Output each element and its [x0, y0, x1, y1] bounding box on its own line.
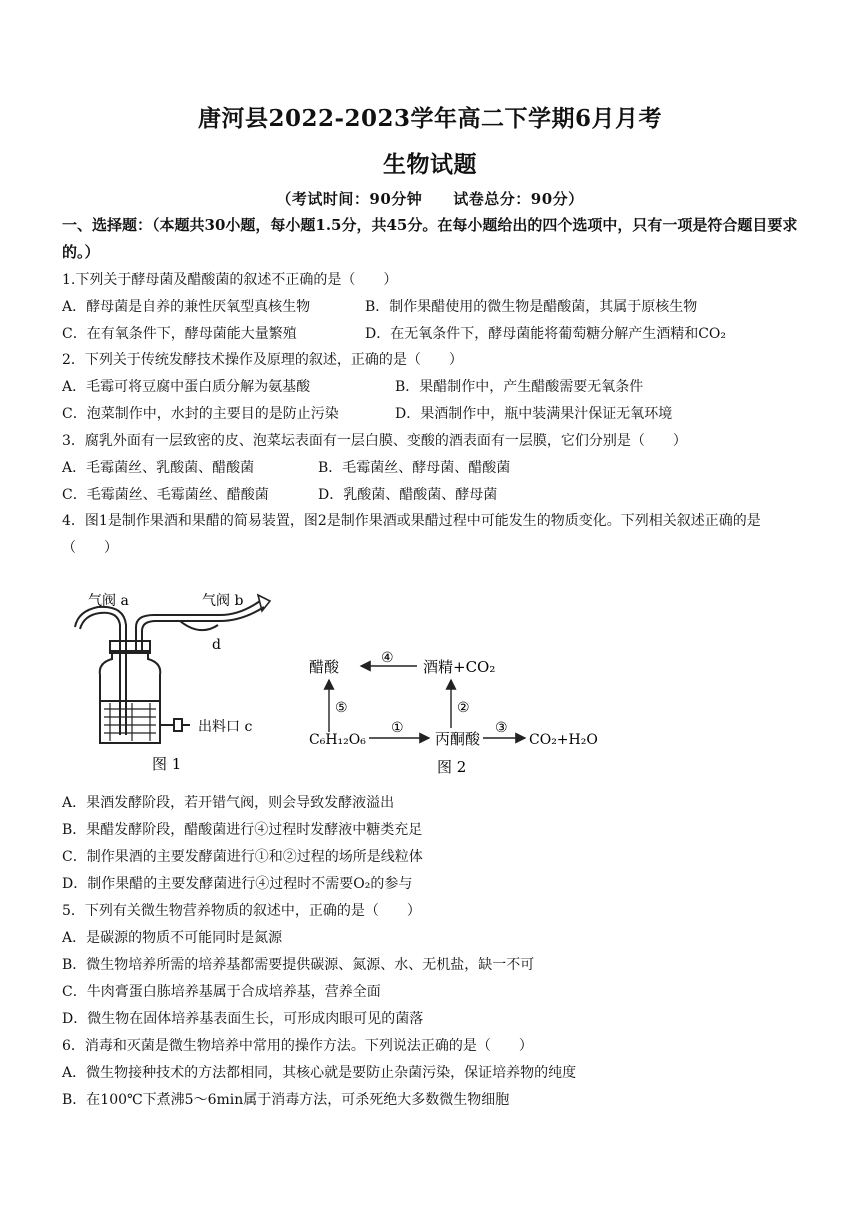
exam-title: 唐河县2022-2023学年高二下学期6月月考	[197, 105, 663, 132]
q3-option-d: D．乳酸菌、醋酸菌、酵母菌	[318, 487, 498, 503]
q1-option-b: B．制作果醋使用的微生物是醋酸菌，其属于原核生物	[365, 299, 698, 315]
figure-2-caption: 图 2	[437, 758, 467, 776]
q1-stem: 1.下列关于酵母菌及醋酸菌的叙述不正确的是（ ）	[62, 272, 398, 288]
label-tube-d: d	[212, 637, 221, 653]
node-ethanol: 酒精+CO₂	[423, 658, 496, 676]
q2-option-a: A．毛霉可将豆腐中蛋白质分解为氨基酸	[62, 379, 311, 395]
q4-stem: 4．图1是制作果酒和果醋的简易装置，图2是制作果酒或果醋过程中可能发生的物质变化。下列相关叙述正确的是（ ）	[62, 513, 761, 556]
q6-option-a: A．微生物接种技术的方法都相同，其核心就是要防止杂菌污染，保证培养物的纯度	[62, 1065, 577, 1081]
node-pyruvate: 丙酮酸	[435, 730, 481, 748]
step-4-label: ④	[381, 650, 394, 666]
q5-option-c: C．牛肉膏蛋白胨培养基属于合成培养基，营养全面	[62, 984, 381, 1000]
node-glucose: C₆H₁₂O₆	[309, 732, 366, 748]
q4-option-b: B．果醋发酵阶段，醋酸菌进行④过程时发酵液中糖类充足	[62, 822, 423, 838]
q3-option-c: C．毛霉菌丝、毛霉菌丝、醋酸菌	[62, 487, 269, 503]
q3-stem: 3．腐乳外面有一层致密的皮、泡菜坛表面有一层白膜、变酸的酒表面有一层膜，它们分别是（ ）	[62, 433, 687, 449]
q5-option-b: B．微生物培养所需的培养基都需要提供碳源、氮源、水、无机盐，缺一不可	[62, 957, 535, 973]
q2-stem: 2．下列关于传统发酵技术操作及原理的叙述，正确的是（ ）	[62, 352, 463, 368]
node-acetic-acid: 醋酸	[309, 658, 340, 676]
q1-option-c: C．在有氧条件下，酵母菌能大量繁殖	[62, 326, 297, 342]
q6-stem: 6．消毒和灭菌是微生物培养中常用的操作方法。下列说法正确的是（ ）	[62, 1038, 533, 1054]
q5-option-d: D．微生物在固体培养基表面生长，可形成肉眼可见的菌落	[62, 1011, 424, 1027]
figure-1-apparatus	[70, 585, 285, 780]
q3-option-a: A．毛霉菌丝、乳酸菌、醋酸菌	[62, 460, 255, 476]
q2-option-b: B．果醋制作中，产生醋酸需要无氧条件	[395, 379, 644, 395]
q4-option-a: A．果酒发酵阶段，若开错气阀，则会导致发酵液溢出	[62, 795, 395, 811]
q2-option-c: C．泡菜制作中，水封的主要目的是防止污染	[62, 406, 339, 422]
q3-option-b: B．毛霉菌丝、酵母菌、醋酸菌	[318, 460, 511, 476]
label-outlet-c: 出料口 c	[198, 719, 253, 735]
exam-subject: 生物试题	[383, 151, 477, 178]
q5-stem: 5．下列有关微生物营养物质的叙述中，正确的是（ ）	[62, 903, 421, 919]
figure-2-pathway	[305, 640, 615, 780]
step-2-label: ②	[457, 700, 470, 716]
label-valve-a: 气阀 a	[88, 593, 129, 609]
q5-option-a: A．是碳源的物质不可能同时是氮源	[62, 930, 283, 946]
q2-option-d: D．果酒制作中，瓶中装满果汁保证无氧环境	[395, 406, 673, 422]
step-1-label: ①	[391, 720, 404, 736]
section-heading: 一、选择题：（本题共30小题，每小题1.5分，共45分。在每小题给出的四个选项中，只有一项是符合题目要求的。）	[62, 216, 798, 261]
q4-option-d: D．制作果醋的主要发酵菌进行④过程时不需要O₂的参与	[62, 876, 413, 892]
step-5-label: ⑤	[335, 700, 348, 716]
label-valve-b: 气阀 b	[202, 593, 244, 609]
q1-option-a: A．酵母菌是自养的兼性厌氧型真核生物	[62, 299, 311, 315]
q1-option-d: D．在无氧条件下，酵母菌能将葡萄糖分解产生酒精和CO₂	[365, 326, 727, 342]
q6-option-b: B．在100℃下煮沸5～6min属于消毒方法，可杀死绝大多数微生物细胞	[62, 1092, 510, 1108]
step-3-label: ③	[495, 720, 508, 736]
exam-info: （考试时间：90分钟 试卷总分：90分）	[276, 190, 584, 208]
figure-1-caption: 图 1	[152, 755, 182, 773]
node-co2-h2o: CO₂+H₂O	[529, 732, 598, 748]
q4-option-c: C．制作果酒的主要发酵菌进行①和②过程的场所是线粒体	[62, 849, 423, 865]
